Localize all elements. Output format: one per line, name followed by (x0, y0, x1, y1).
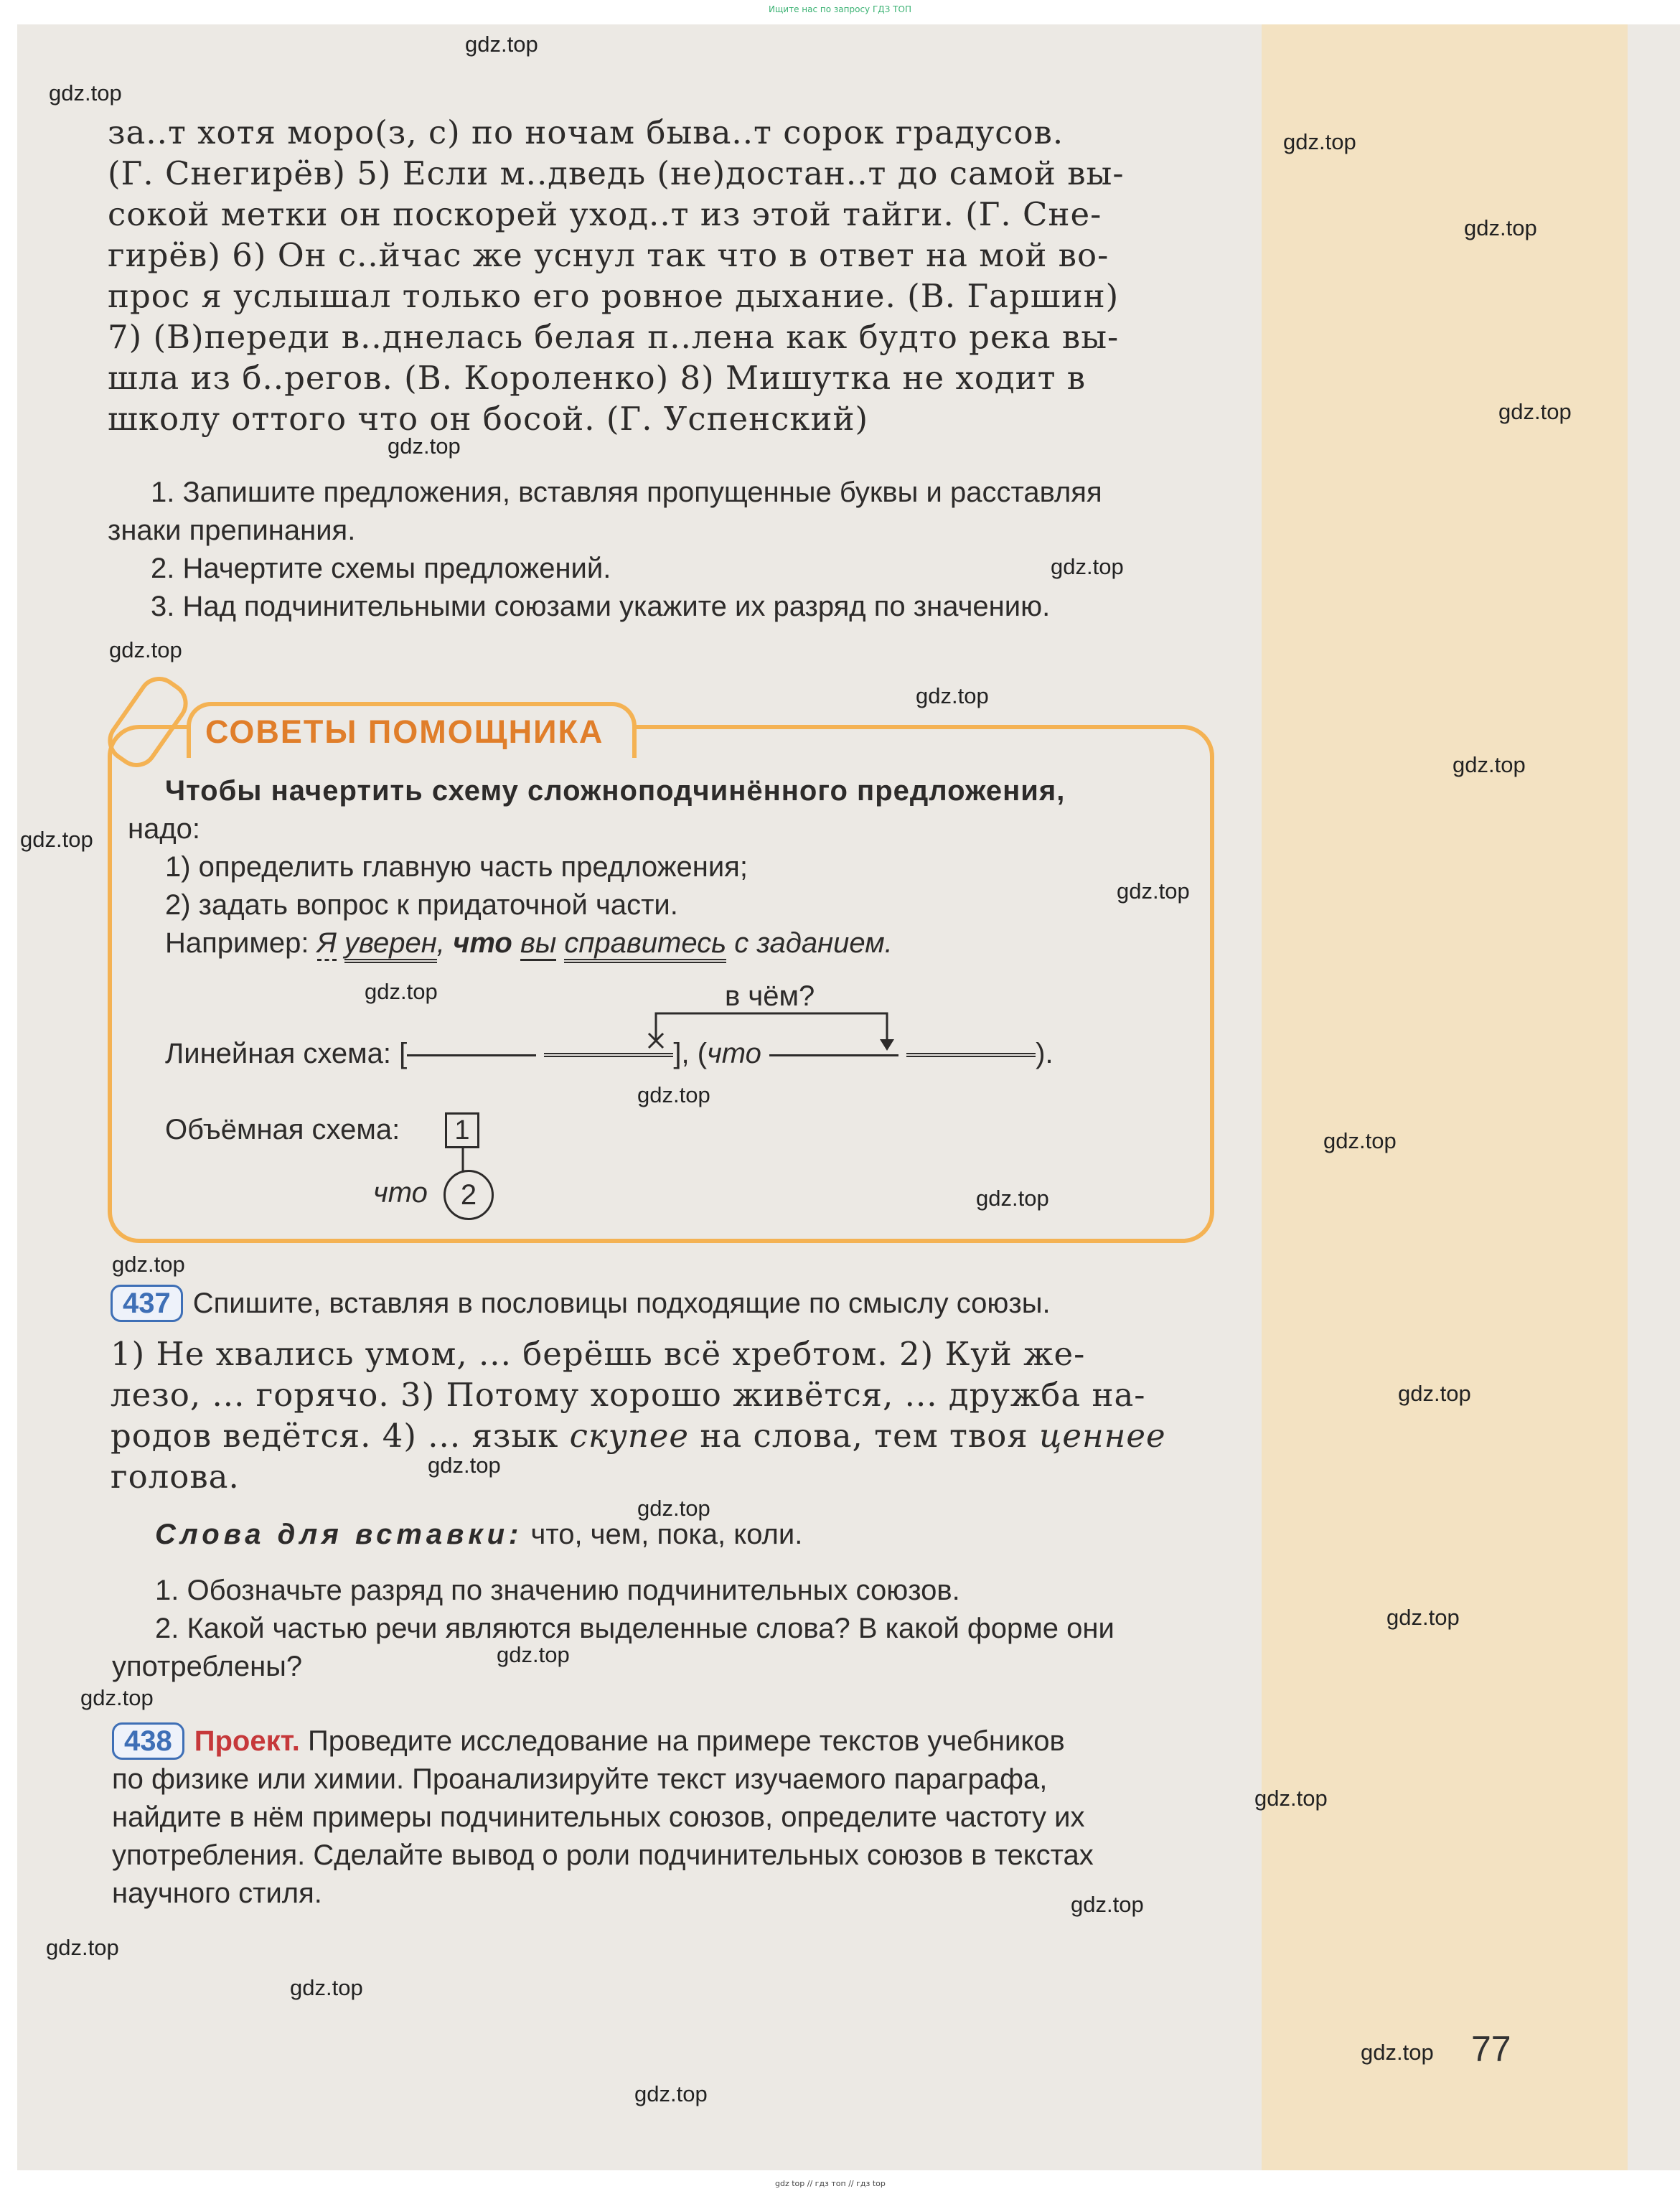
exercise-436-text (108, 112, 1213, 439)
task-item: 2. Какой частью речи являются выделенные слова? В какой форме они (155, 1613, 1114, 1644)
insert-words-list: что, чем, пока, коли. (530, 1519, 803, 1550)
text-fragment: Проведите исследование на примере текстов учебников (307, 1725, 1065, 1757)
page-number: 77 (1471, 2029, 1511, 2069)
bracket-open-icon: [ (399, 1038, 408, 1069)
insert-words-label: Слова для вставки: (155, 1519, 523, 1550)
tip-title: СОВЕТЫ ПОМОЩНИКА (187, 702, 637, 758)
task-item: употреблены? (112, 1651, 303, 1682)
watermark: gdz.top (112, 1252, 185, 1277)
watermark: gdz.top (637, 1496, 710, 1521)
tip-example (128, 924, 1197, 962)
watermark: gdz.top (428, 1453, 501, 1478)
example-rest: с заданием. (734, 927, 893, 959)
watermark: gdz.top (1117, 878, 1190, 904)
linear-scheme-label: Линейная схема: (165, 1038, 392, 1069)
text-line: шла из б..регов. (В. Короленко) 8) Мишутка не ходит в (108, 359, 1087, 397)
task-item: 1. Запишите предложения, вставляя пропущенные буквы и расставляя (151, 477, 1102, 508)
exercise-number-badge: 437 (111, 1285, 183, 1322)
exercise-437-header (111, 1285, 1216, 1323)
text-line: прос я услышал только его ровное дыхание. (В. Гаршин) (108, 277, 1120, 315)
watermark: gdz.top (1254, 1786, 1328, 1811)
highlighted-word: скупее (569, 1417, 690, 1455)
watermark: gdz.top (465, 32, 538, 57)
watermark: gdz.top (497, 1642, 570, 1667)
task-item: 1. Обозначьте разряд по значению подчинительных союзов. (155, 1575, 960, 1606)
watermark: gdz.top (1323, 1128, 1397, 1153)
volume-conjunction: что (373, 1177, 428, 1209)
text-line: школу оттого что он босой. (Г. Успенский) (108, 400, 869, 438)
text-line: 7) (В)переди в..днелась белая п..лена как будто река вы- (108, 318, 1120, 356)
tip-step: 1) определить главную часть предложения; (165, 851, 748, 883)
watermark: gdz.top (80, 1685, 154, 1710)
volume-subordinate-circle: 2 (444, 1170, 494, 1220)
watermark: gdz.top (365, 979, 438, 1004)
volume-connector (459, 1146, 466, 1172)
watermark: gdz.top (1283, 129, 1356, 154)
text-line: научного стиля. (112, 1877, 322, 1909)
example-predicate-2: справитесь (564, 927, 726, 963)
tip-step: 2) задать вопрос к придаточной части. (165, 889, 678, 921)
volume-scheme-label: Объёмная схема: (165, 1114, 400, 1145)
text-line (111, 1415, 1216, 1456)
text-fragment: на слова, тем твоя (700, 1417, 1028, 1455)
text-line: найдите в нём примеры подчинительных союзов, определите частоту их (112, 1801, 1085, 1833)
watermark: gdz.top (1464, 215, 1537, 240)
exercise-number-badge: 438 (112, 1722, 184, 1760)
text-line: сокой метки он поскорей уход..т из этой тайги. (Г. Сне- (108, 195, 1102, 233)
text-line: за..т хотя моро(з, с) по ночам быва..т сорок градусов. (108, 113, 1064, 151)
watermark: gdz.top (1498, 399, 1572, 424)
task-item: 3. Над подчинительными союзами укажите их разряд по значению. (151, 591, 1051, 622)
watermark: gdz.top (634, 2081, 708, 2106)
page-sidebar (1262, 24, 1628, 2170)
scheme-subject-line-2 (769, 1054, 898, 1056)
linear-scheme (165, 1035, 1184, 1073)
example-comma: , (436, 927, 445, 959)
watermark: gdz.top (916, 683, 989, 708)
scheme-conjunction: что (707, 1038, 761, 1069)
watermark: gdz.top (1453, 752, 1526, 777)
watermark: gdz.top (1386, 1605, 1460, 1630)
exercise-437-tasks (112, 1572, 1217, 1686)
watermark: gdz.top (290, 1975, 363, 2000)
text-line: (Г. Снегирёв) 5) Если м..дведь (не)достан..т до самой вы- (108, 154, 1125, 192)
example-predicate: уверен (344, 927, 437, 963)
text-line: по физике или химии. Проанализируйте текст изучаемого параграфа, (112, 1763, 1048, 1795)
text-line: гирёв) 6) Он с..йчас же уснул так что в ответ на мой во- (108, 236, 1109, 274)
exercise-instruction: Спишите, вставляя в пословицы подходящие по смыслу союзы. (192, 1288, 1051, 1319)
scheme-mid: ], ( (673, 1038, 708, 1069)
task-item: знаки препинания. (108, 515, 356, 546)
exercise-437-text (111, 1333, 1216, 1497)
example-subject-2: вы (520, 927, 556, 961)
task-item: 2. Начертите схемы предложений. (151, 553, 611, 584)
text-line: 1) Не хвались умом, ... берёшь всё хребтом. 2) Куй же- (111, 1335, 1086, 1373)
tip-content (128, 772, 1197, 962)
scheme-end: ). (1036, 1038, 1053, 1069)
tip-intro-rest: надо: (128, 813, 201, 845)
watermark: gdz.top (637, 1082, 710, 1107)
text-line: лезо, ... горячо. 3) Потому хорошо живётся, ... дружба на- (111, 1376, 1146, 1414)
text-line: голова. (111, 1458, 240, 1496)
scheme-predicate-line (544, 1053, 673, 1057)
watermark: gdz.top (49, 80, 122, 106)
scheme-subject-line (407, 1054, 536, 1056)
volume-main-box: 1 (445, 1112, 479, 1148)
watermark: gdz.top (46, 1935, 119, 1960)
watermark: gdz.top (976, 1186, 1049, 1211)
scheme-predicate-line-2 (906, 1053, 1036, 1057)
text-fragment: родов ведётся. 4) ... язык (111, 1417, 559, 1455)
highlighted-word: ценнее (1039, 1417, 1166, 1455)
tip-intro: Чтобы начертить схему сложноподчинённого предложения, (165, 775, 1066, 807)
watermark: gdz.top (109, 637, 182, 662)
example-label: Например: (165, 927, 309, 959)
top-search-note: Ищите нас по запросу ГДЗ ТОП (769, 4, 911, 14)
watermark: gdz.top (388, 433, 461, 459)
watermark: gdz.top (1398, 1381, 1471, 1406)
text-line: употребления. Сделайте вывод о роли подчинительных союзов в текстах (112, 1839, 1094, 1871)
watermark: gdz.top (20, 827, 93, 852)
exercise-438 (112, 1722, 1217, 1913)
project-label: Проект. (194, 1725, 300, 1757)
watermark: gdz.top (1051, 554, 1124, 579)
bottom-note: gdz top // гдз топ // гдз top (775, 2179, 886, 2188)
watermark: gdz.top (1361, 2040, 1434, 2065)
watermark: gdz.top (1071, 1892, 1144, 1917)
example-subject: Я (317, 927, 337, 961)
exercise-436-tasks (108, 474, 1213, 626)
example-conjunction: что (453, 927, 512, 959)
linear-question: в чём? (725, 980, 815, 1012)
text-line (112, 1722, 1217, 1760)
